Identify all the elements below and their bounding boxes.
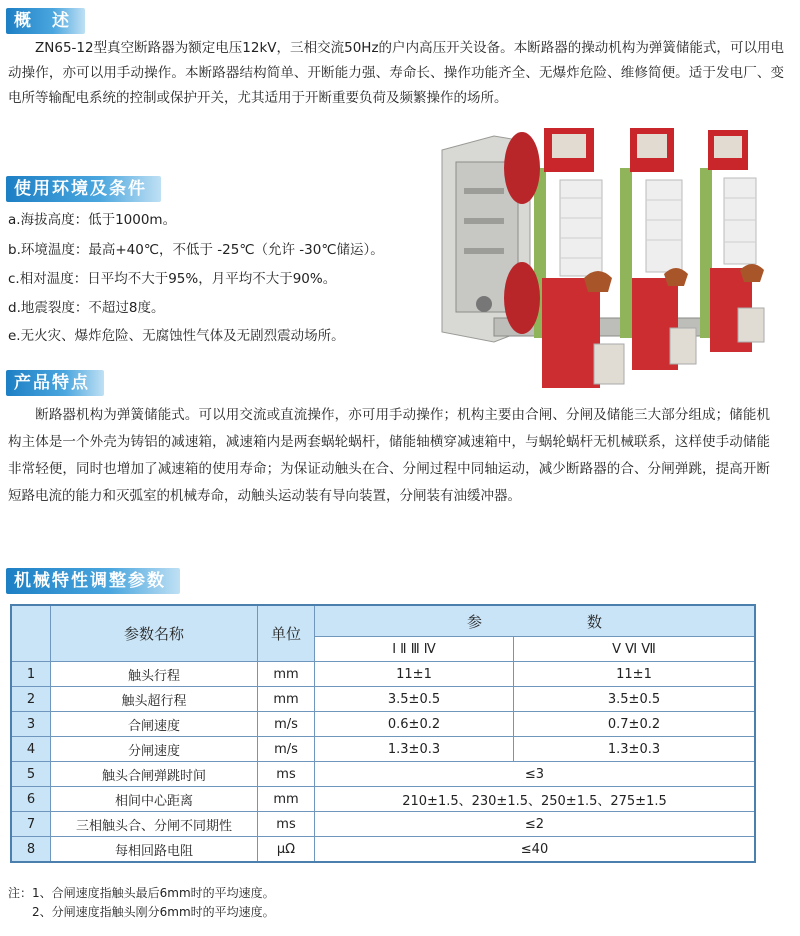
param-name: 相间中心距离	[51, 787, 258, 812]
table-row	[11, 712, 755, 737]
row-index: 2	[11, 687, 51, 712]
row-index: 7	[11, 812, 51, 837]
param-name-header: 参数名称	[51, 605, 258, 662]
spec-heading: 机械特性调整参数	[6, 568, 180, 594]
row-index: 6	[11, 787, 51, 812]
overview-heading: 概 述	[6, 8, 85, 34]
param-value-group2: 1.3±0.3	[514, 737, 756, 762]
param-unit: ms	[258, 812, 315, 837]
table-row	[11, 762, 755, 787]
param-name: 触头合闸弹跳时间	[51, 762, 258, 787]
param-unit: μΩ	[258, 837, 315, 863]
env-item-site: e.无火灾、爆炸危险、无腐蚀性气体及无剧烈震动场所。	[8, 328, 345, 344]
table-notes	[8, 884, 275, 922]
param-name: 触头行程	[51, 662, 258, 687]
param-name: 每相回路电阻	[51, 837, 258, 863]
table-row	[11, 662, 755, 687]
features-text: 断路器机构为弹簧储能式。可以用交流或直流操作，亦可用手动操作；机构主要由合闸、分闸及储能三大部分组成；储能机构主体是一个外壳为铸铝的减速箱，减速箱内是两套蜗轮蜗杆，储能轴横穿减速箱中，与蜗轮蜗杆无机械联系，这样使手动储能非常轻便，同时也增加了减速箱的使用寿命；为保证动触头在合、分闸过程中同轴运动，减少断路器的合、分闸弹跳，提高开断短路电流的能力和灭弧室的机械寿命，动触头运动装有导向装置，分闸装有油缓冲器。	[8, 407, 770, 504]
param-name: 三相触头合、分闸不同期性	[51, 812, 258, 837]
param-unit: m/s	[258, 712, 315, 737]
group2-header: Ⅴ Ⅵ Ⅶ	[514, 637, 756, 662]
note-close-speed: 注：1、合闸速度指触头最后6mm时的平均速度。	[8, 886, 275, 900]
row-index: 8	[11, 837, 51, 863]
row-index: 5	[11, 762, 51, 787]
param-unit: m/s	[258, 737, 315, 762]
env-item-altitude: a.海拔高度：低于1000m。	[8, 212, 177, 228]
param-value-group2: 11±1	[514, 662, 756, 687]
param-value: ≤2	[315, 812, 756, 837]
table-row	[11, 812, 755, 837]
param-name: 合闸速度	[51, 712, 258, 737]
param-value-group1: 11±1	[315, 662, 514, 687]
param-name: 触头超行程	[51, 687, 258, 712]
param-value-group1: 3.5±0.5	[315, 687, 514, 712]
index-header-cell	[11, 605, 51, 662]
unit-header: 单位	[258, 605, 315, 662]
spec-table	[10, 604, 756, 863]
env-item-seismic: d.地震裂度：不超过8度。	[8, 300, 165, 316]
table-row	[11, 787, 755, 812]
param-unit: ms	[258, 762, 315, 787]
group1-header: Ⅰ Ⅱ Ⅲ Ⅳ	[315, 637, 514, 662]
params-header: 参 数	[315, 605, 756, 637]
row-index: 3	[11, 712, 51, 737]
param-value: 210±1.5、230±1.5、250±1.5、275±1.5	[315, 787, 756, 812]
row-index: 4	[11, 737, 51, 762]
env-item-temperature: b.环境温度：最高+40℃，不低于 -25℃（允许 -30℃储运）。	[8, 242, 384, 258]
param-value-group2: 3.5±0.5	[514, 687, 756, 712]
param-unit: mm	[258, 787, 315, 812]
overview-text: ZN65-12型真空断路器为额定电压12kV，三相交流50Hz的户内高压开关设备。本断路器的操动机构为弹簧储能式，可以用电动操作，亦可以用手动操作。本断路器结构简单、开断能力强、寿命长、操作功能齐全、无爆炸危险、维修简便。适于发电厂、变电所等输配电系统的控制或保护开关，尤其适用于开断重要负荷及频繁操作的场所。	[8, 40, 784, 106]
param-value-group1: 0.6±0.2	[315, 712, 514, 737]
param-value-group1: 1.3±0.3	[315, 737, 514, 762]
vacuum-breaker-photo	[434, 128, 790, 390]
param-value: ≤40	[315, 837, 756, 863]
table-row	[11, 687, 755, 712]
note-open-speed: 2、分闸速度指触头刚分6mm时的平均速度。	[8, 905, 275, 919]
features-heading: 产品特点	[6, 370, 104, 396]
param-unit: mm	[258, 662, 315, 687]
table-row	[11, 837, 755, 863]
table-row	[11, 737, 755, 762]
param-value: ≤3	[315, 762, 756, 787]
env-item-humidity: c.相对温度：日平均不大于95%，月平均不大于90%。	[8, 271, 337, 287]
param-unit: mm	[258, 687, 315, 712]
row-index: 1	[11, 662, 51, 687]
environment-heading: 使用环境及条件	[6, 176, 161, 202]
param-value-group2: 0.7±0.2	[514, 712, 756, 737]
param-name: 分闸速度	[51, 737, 258, 762]
